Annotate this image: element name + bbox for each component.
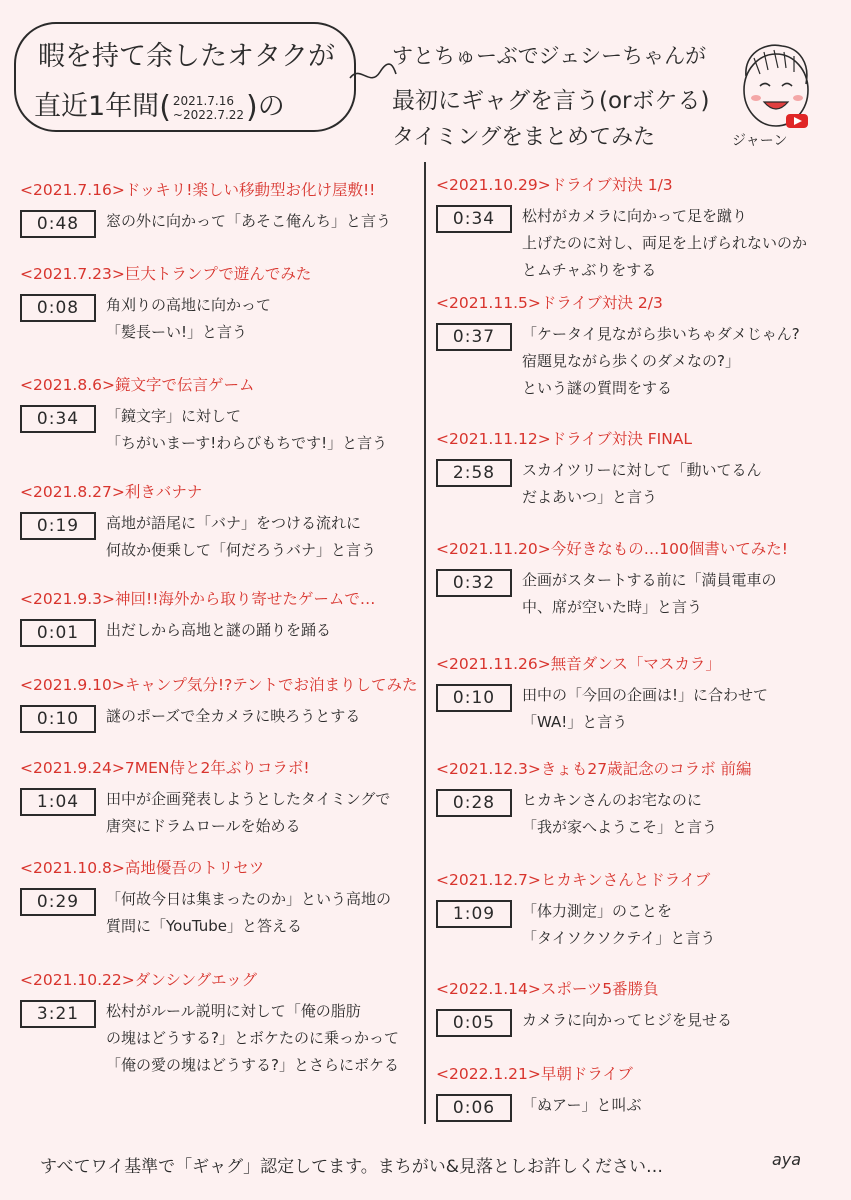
entry-description — [522, 203, 841, 284]
entry-date-title: <2022.1.14>スポーツ5番勝負 — [436, 980, 659, 998]
description-line: 角刈りの高地に向かって — [106, 296, 272, 314]
entry-row — [436, 203, 841, 284]
title-suffix: の — [257, 91, 285, 122]
right-entry — [436, 173, 841, 284]
description-line: 「ちがいまーす!わらびもちです!」と言う — [106, 434, 388, 452]
right-entry — [436, 757, 841, 841]
left-entry — [20, 373, 420, 457]
description-line: 質問に「YouTube」と答える — [106, 917, 302, 935]
description-line: 宿題見ながら歩くのダメなの?」 — [522, 352, 740, 370]
right-entry — [436, 1062, 841, 1119]
mascot-caption: ジャーン — [732, 133, 788, 149]
timestamp-box: 3:21 — [20, 1000, 96, 1028]
footer-note: すべてワイ基準で「ギャグ」認定してます。まちがい&見落としお許しください… — [40, 1157, 664, 1177]
left-entry — [20, 262, 420, 346]
entry-row — [436, 321, 841, 402]
right-entry — [436, 427, 841, 511]
entry-description — [522, 321, 841, 402]
entry-date-title: <2022.1.21>早朝ドライブ — [436, 1065, 633, 1083]
entry-description — [106, 617, 420, 644]
title-line-1: 暇を持て余したオタクが — [38, 41, 335, 72]
description-line: 唐突にドラムロールを始める — [106, 817, 301, 835]
description-line: 松村がルール説明に対して「俺の脂肪 — [106, 1002, 361, 1020]
entry-description — [106, 208, 420, 235]
entry-description — [106, 403, 420, 457]
description-line: とムチャぶりをする — [522, 261, 657, 279]
timestamp-box: 0:48 — [20, 210, 96, 238]
entry-date-title: <2021.12.7>ヒカキンさんとドライブ — [436, 871, 711, 889]
description-line: 「ぬアー」と叫ぶ — [522, 1096, 642, 1114]
description-line: 「我が家へようこそ」と言う — [522, 818, 718, 836]
title-line-2-prefix: 直近1年間 — [34, 91, 160, 122]
description-line: 「何故今日は集まったのか」という高地の — [106, 890, 392, 908]
timestamp-box: 0:10 — [436, 684, 512, 712]
entry-row — [436, 1092, 841, 1119]
entry-description — [106, 786, 420, 840]
entry-date-title: <2021.11.20>今好きなもの…100個書いてみた! — [436, 540, 789, 558]
entry-description — [106, 998, 420, 1079]
entry-row — [20, 510, 420, 564]
entry-row — [436, 567, 841, 621]
left-entry — [20, 178, 420, 235]
timestamp-box: 0:06 — [436, 1094, 512, 1122]
description-line: 謎のポーズで全カメラに映ろうとする — [106, 707, 361, 725]
entry-row — [20, 786, 420, 840]
date-range — [173, 94, 244, 122]
description-line: ヒカキンさんのお宅なのに — [522, 791, 702, 809]
right-entry — [436, 652, 841, 736]
entry-row — [20, 292, 420, 346]
timestamp-box: 0:08 — [20, 294, 96, 322]
timestamp-box: 0:34 — [436, 205, 512, 233]
description-line: 「髪長ーい!」と言う — [106, 323, 248, 341]
entry-date-title: <2021.11.12>ドライブ対決 FINAL — [436, 430, 693, 448]
entry-row — [20, 703, 420, 730]
left-entry — [20, 856, 420, 940]
description-line: 高地が語尾に「バナ」をつける流れに — [106, 514, 362, 532]
description-line: 上げたのに対し、両足を上げられないのか — [522, 234, 808, 252]
timestamp-box: 0:10 — [20, 705, 96, 733]
entry-date-title: <2021.10.29>ドライブ対決 1/3 — [436, 176, 673, 194]
description-line: 何故か便乗して「何だろうバナ」と言う — [106, 541, 377, 559]
description-line: スカイツリーに対して「動いてるん — [522, 461, 762, 479]
timestamp-box: 0:37 — [436, 323, 512, 351]
entry-description — [106, 510, 420, 564]
timestamp-box: 2:58 — [436, 459, 512, 487]
description-line: 企画がスタートする前に「満員電車の — [522, 571, 777, 589]
connector-swirl-icon — [348, 58, 398, 92]
right-entry — [436, 868, 841, 952]
description-line: 田中が企画発表しようとしたタイミングで — [106, 790, 391, 808]
timestamp-box: 0:29 — [20, 888, 96, 916]
entry-description — [106, 703, 420, 730]
subtitle-line-1: すとちゅーぶでジェシーちゃんが — [392, 44, 707, 68]
description-line: 中、席が空いた時」と言う — [522, 598, 703, 616]
entry-row — [436, 682, 841, 736]
entry-date-title: <2021.12.3>きょも27歳記念のコラボ 前編 — [436, 760, 752, 778]
entry-date-title: <2021.9.10>キャンプ気分!?テントでお泊まりしてみた — [20, 676, 418, 694]
entry-description — [522, 1007, 841, 1034]
entry-date-title: <2021.8.27>利きバナナ — [20, 483, 203, 501]
description-line: 田中の「今回の企画は!」に合わせて — [522, 686, 769, 704]
description-line: 「俺の愛の塊はどうする?」とさらにボケる — [106, 1056, 399, 1074]
entry-description — [522, 1092, 841, 1119]
entry-description — [522, 567, 841, 621]
entry-row — [20, 403, 420, 457]
mascot-face-icon — [724, 34, 824, 144]
right-entry — [436, 537, 841, 621]
entry-row — [436, 1007, 841, 1034]
description-line: 「タイソクソクテイ」と言う — [522, 929, 716, 947]
subtitle-line-2: 最初にギャグを言う(orボケる) — [392, 88, 710, 114]
left-entry — [20, 968, 420, 1079]
entry-date-title: <2021.9.3>神回!!海外から取り寄せたゲームで… — [20, 590, 376, 608]
right-entry — [436, 977, 841, 1034]
entry-date-title: <2021.8.6>鏡文字で伝言ゲーム — [20, 376, 255, 394]
signature: aya — [772, 1150, 802, 1169]
entry-row — [436, 787, 841, 841]
description-line: 「ケータイ見ながら歩いちゃダメじゃん? — [522, 325, 800, 343]
right-entry — [436, 291, 841, 402]
entry-description — [106, 886, 420, 940]
timestamp-box: 0:05 — [436, 1009, 512, 1037]
entry-date-title: <2021.10.8>高地優吾のトリセツ — [20, 859, 265, 877]
description-line: 「鏡文字」に対して — [106, 407, 242, 425]
timestamp-box: 1:04 — [20, 788, 96, 816]
left-entry — [20, 673, 420, 730]
entry-description — [522, 898, 841, 952]
description-line: カメラに向かってヒジを見せる — [522, 1011, 733, 1029]
timestamp-box: 0:28 — [436, 789, 512, 817]
date-range-end: ~2022.7.22 — [172, 107, 245, 122]
date-range-start: 2021.7.16 — [172, 93, 234, 108]
left-entry — [20, 480, 420, 564]
timestamp-box: 0:19 — [20, 512, 96, 540]
description-line: 松村がカメラに向かって足を蹴り — [522, 207, 748, 225]
entry-date-title: <2021.9.24>7MEN侍と2年ぶりコラボ! — [20, 759, 310, 777]
entry-description — [522, 457, 841, 511]
title-speech-bubble — [14, 22, 356, 132]
entry-date-title: <2021.11.26>無音ダンス「マスカラ」 — [436, 655, 721, 673]
entry-row — [20, 617, 420, 644]
entry-description — [106, 292, 420, 346]
timestamp-box: 0:32 — [436, 569, 512, 597]
left-entry — [20, 587, 420, 644]
entry-row — [436, 898, 841, 952]
column-divider — [424, 162, 426, 1124]
entry-date-title: <2021.7.16>ドッキリ!楽しい移動型お化け屋敷!! — [20, 181, 376, 199]
subtitle-line-3: タイミングをまとめてみた — [392, 125, 656, 150]
description-line: だよあいつ」と言う — [522, 488, 658, 506]
left-entry — [20, 756, 420, 840]
description-line: 「体力測定」のことを — [522, 902, 673, 920]
entry-date-title: <2021.10.22>ダンシングエッグ — [20, 971, 258, 989]
description-line: 出だしから高地と謎の踊りを踊る — [106, 621, 332, 639]
entry-row — [20, 886, 420, 940]
description-line: という謎の質問をする — [522, 379, 673, 397]
entry-date-title: <2021.7.23>巨大トランプで遊んでみた — [20, 265, 312, 283]
timestamp-box: 1:09 — [436, 900, 512, 928]
description-line: 「WA!」と言う — [522, 713, 628, 731]
entry-row — [20, 208, 420, 235]
entry-row — [436, 457, 841, 511]
entry-date-title: <2021.11.5>ドライブ対決 2/3 — [436, 294, 663, 312]
entry-description — [522, 682, 841, 736]
entry-row — [20, 998, 420, 1079]
title-line-2: 直近1年間( 2021.7.16 ~2022.7.22)の — [34, 90, 285, 125]
timestamp-box: 0:34 — [20, 405, 96, 433]
timestamp-box: 0:01 — [20, 619, 96, 647]
description-line: の塊はどうする?」とボケたのに乗っかって — [106, 1029, 399, 1047]
description-line: 窓の外に向かって「あそこ俺んち」と言う — [106, 212, 392, 230]
entry-description — [522, 787, 841, 841]
